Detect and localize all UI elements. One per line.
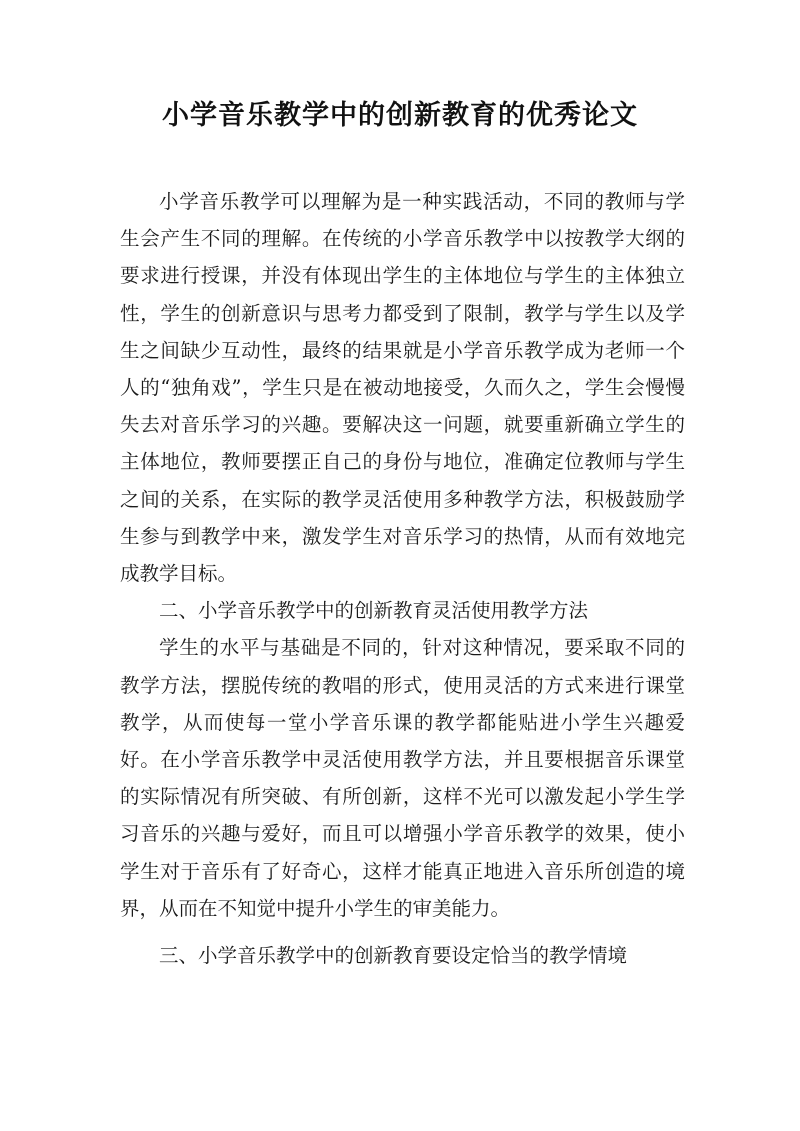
paragraph-gap xyxy=(120,927,685,937)
document-title: 小学音乐教学中的创新教育的优秀论文 xyxy=(162,100,638,131)
section-heading-2: 二、小学音乐教学中的创新教育灵活使用教学方法 xyxy=(159,599,589,623)
paragraph-section-2: 学生的水平与基础是不同的，针对这种情况，要采取不同的教学方法，摆脱传统的教唱的形式，使用灵活的方式来进行课堂教学，从而使每一堂小学音乐课的教学都能贴进小学生兴趣爱好。在小学音乐教学中灵活使用教学方法，并且要根据音乐课堂的实际情况有所突破、有所创新，这样不光可以激发起小学生学习音乐的兴趣与爱好，而且可以增强小学音乐教学的效果，使小学生对于音乐有了好奇心，这样才能真正地进入音乐所创造的境界，从而在不知觉中提升小学生的审美能力。 xyxy=(120,636,685,920)
paragraph-intro: 小学音乐教学可以理解为是一种实践活动，不同的教师与学生会产生不同的理解。在传统的小学音乐教学中以按教学大纲的要求进行授课，并没有体现出学生的主体地位与学生的主体独立性，学生的创新意识与思考力都受到了限制，教学与学生以及学生之间缺少互动性，最终的结果就是小学音乐教学成为老师一个人的“独角戏”，学生只是在被动地接受，久而久之，学生会慢慢失去对音乐学习的兴趣。要解决这一问题，就要重新确立学生的主体地位，教师要摆正自己的身份与地位，准确定位教师与学生之间的关系，在实际的教学灵活使用多种教学方法，积极鼓励学生参与到教学中来，激发学生对音乐学习的热情，从而有效地完成教学目标。 xyxy=(120,190,685,586)
document-body xyxy=(120,183,685,974)
section-heading-3: 三、小学音乐教学中的创新教育要设定恰当的教学情境 xyxy=(159,944,628,968)
